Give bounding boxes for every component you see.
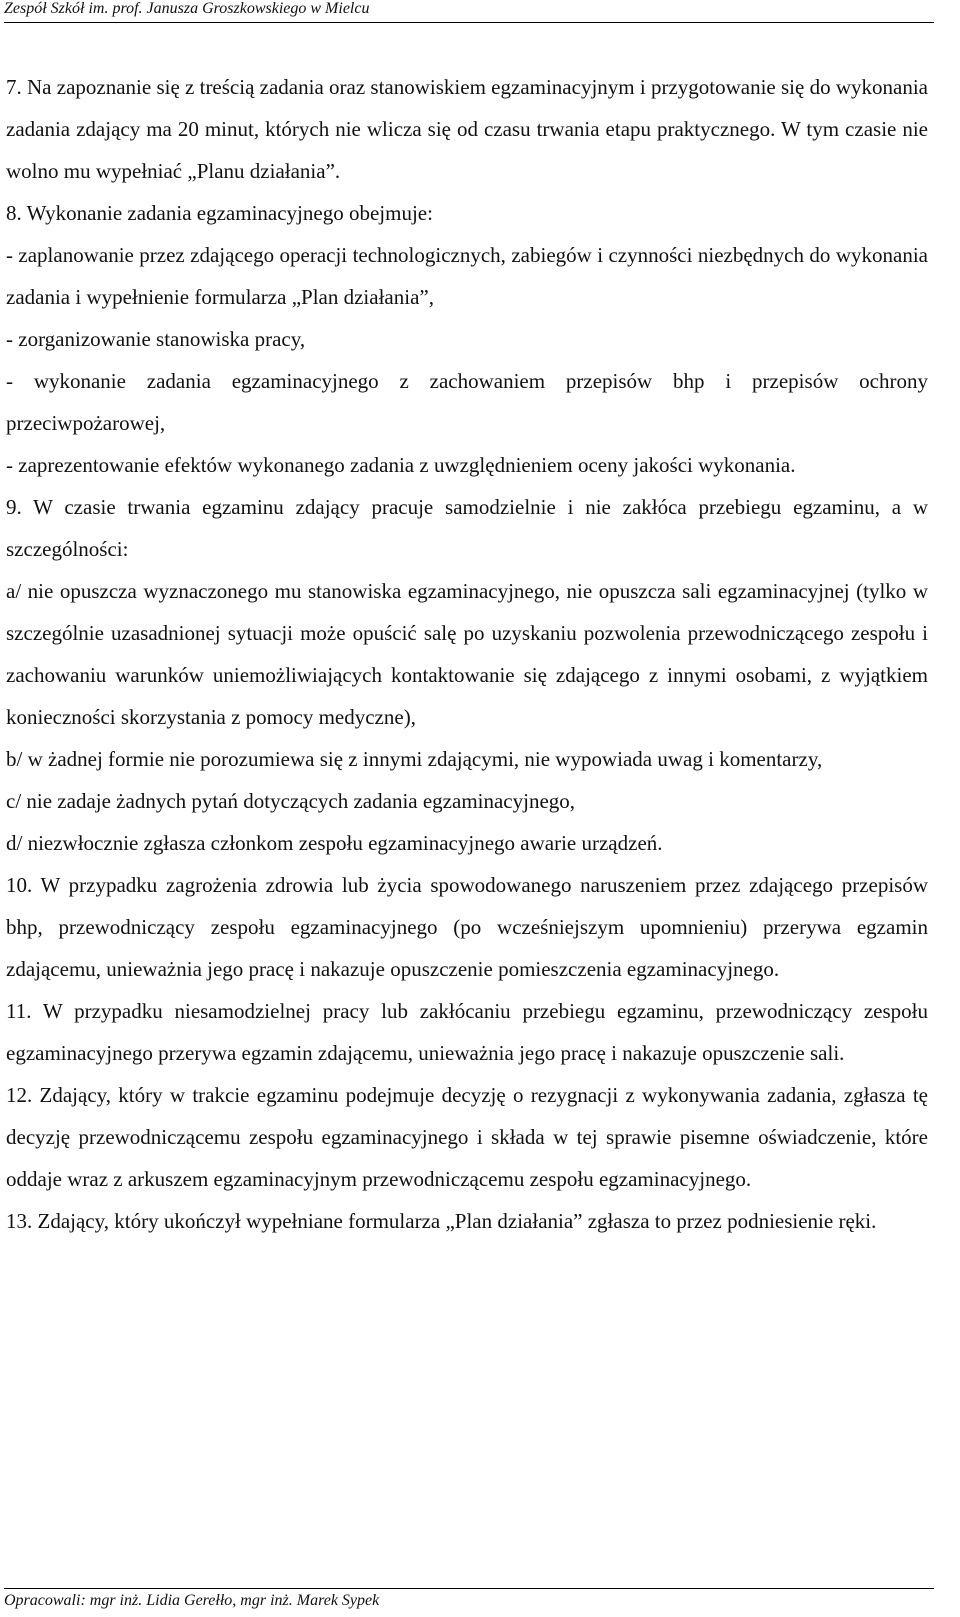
list-item-presentation: - zaprezentowanie efektów wykonanego zadania z uwzględnieniem oceny jakości wykonania. (6, 453, 796, 477)
list-item-d: d/ niezwłocznie zgłasza członkom zespołu egzaminacyjnego awarie urządzeń. (6, 831, 663, 855)
paragraph-10: 10. W przypadku zagrożenia zdrowia lub życia spowodowanego naruszeniem przez zdającego przepisów bhp, przewodniczący zespołu egzaminacyjnego (po wcześniejszym upomnieniu) przerywa egzamin zdającemu, unieważnia jego pracę i nakazuje opuszczenie pomieszczenia egzaminacyjnego. (6, 873, 928, 981)
page-header (4, 0, 934, 23)
list-item-workstation: - zorganizowanie stanowiska pracy, (6, 327, 306, 351)
paragraph-8: 8. Wykonanie zadania egzaminacyjnego obejmuje: (6, 201, 433, 225)
paragraph-13: 13. Zdający, który ukończył wypełniane formularza „Plan działania” zgłasza to przez podniesienie ręki. (6, 1209, 877, 1233)
header-text: Zespół Szkół im. prof. Janusza Groszkowskiego w Mielcu (4, 0, 370, 17)
list-item-a: a/ nie opuszcza wyznaczonego mu stanowiska egzaminacyjnego, nie opuszcza sali egzaminacyjnej (tylko w szczególnie uzasadnionej sytuacji może opuścić salę po uzyskaniu pozwolenia przewodniczącego zespołu i zachowaniu warunków uniemożliwiających kontaktowanie się zdającego z innymi osobami, z wyjątkiem konieczności skorzystania z pomocy medyczne), (6, 579, 928, 729)
paragraph-11: 11. W przypadku niesamodzielnej pracy lub zakłócaniu przebiegu egzaminu, przewodniczący zespołu egzaminacyjnego przerywa egzamin zdającemu, unieważnia jego pracę i nakazuje opuszczenie sali. (6, 999, 928, 1065)
paragraph-7: 7. Na zapoznanie się z treścią zadania oraz stanowiskiem egzaminacyjnym i przygotowanie się do wykonania zadania zdający ma 20 minut, których nie wlicza się od czasu trwania etapu praktycznego. W tym czasie nie wolno mu wypełniać „Planu działania”. (6, 75, 928, 183)
list-item-b: b/ w żadnej formie nie porozumiewa się z innymi zdającymi, nie wypowiada uwag i komentarzy, (6, 747, 823, 771)
list-item-execution: - wykonanie zadania egzaminacyjnego z zachowaniem przepisów bhp i przepisów ochrony przeciwpożarowej, (6, 369, 928, 435)
footer-text: Opracowali: mgr inż. Lidia Gerełło, mgr inż. Marek Sypek (4, 1592, 380, 1609)
page-footer (4, 1588, 934, 1611)
list-item-planning: - zaplanowanie przez zdającego operacji technologicznych, zabiegów i czynności niezbędnych do wykonania zadania i wypełnienie formularza „Plan działania”, (6, 243, 928, 309)
document-body (6, 66, 928, 1242)
paragraph-9: 9. W czasie trwania egzaminu zdający pracuje samodzielnie i nie zakłóca przebiegu egzaminu, a w szczególności: (6, 495, 928, 561)
list-item-c: c/ nie zadaje żadnych pytań dotyczących zadania egzaminacyjnego, (6, 789, 576, 813)
paragraph-12: 12. Zdający, który w trakcie egzaminu podejmuje decyzję o rezygnacji z wykonywania zadania, zgłasza tę decyzję przewodniczącemu zespołu egzaminacyjnego i składa w tej sprawie pisemne oświadczenie, które oddaje wraz z arkuszem egzaminacyjnym przewodniczącemu zespołu egzaminacyjnego. (6, 1083, 928, 1191)
